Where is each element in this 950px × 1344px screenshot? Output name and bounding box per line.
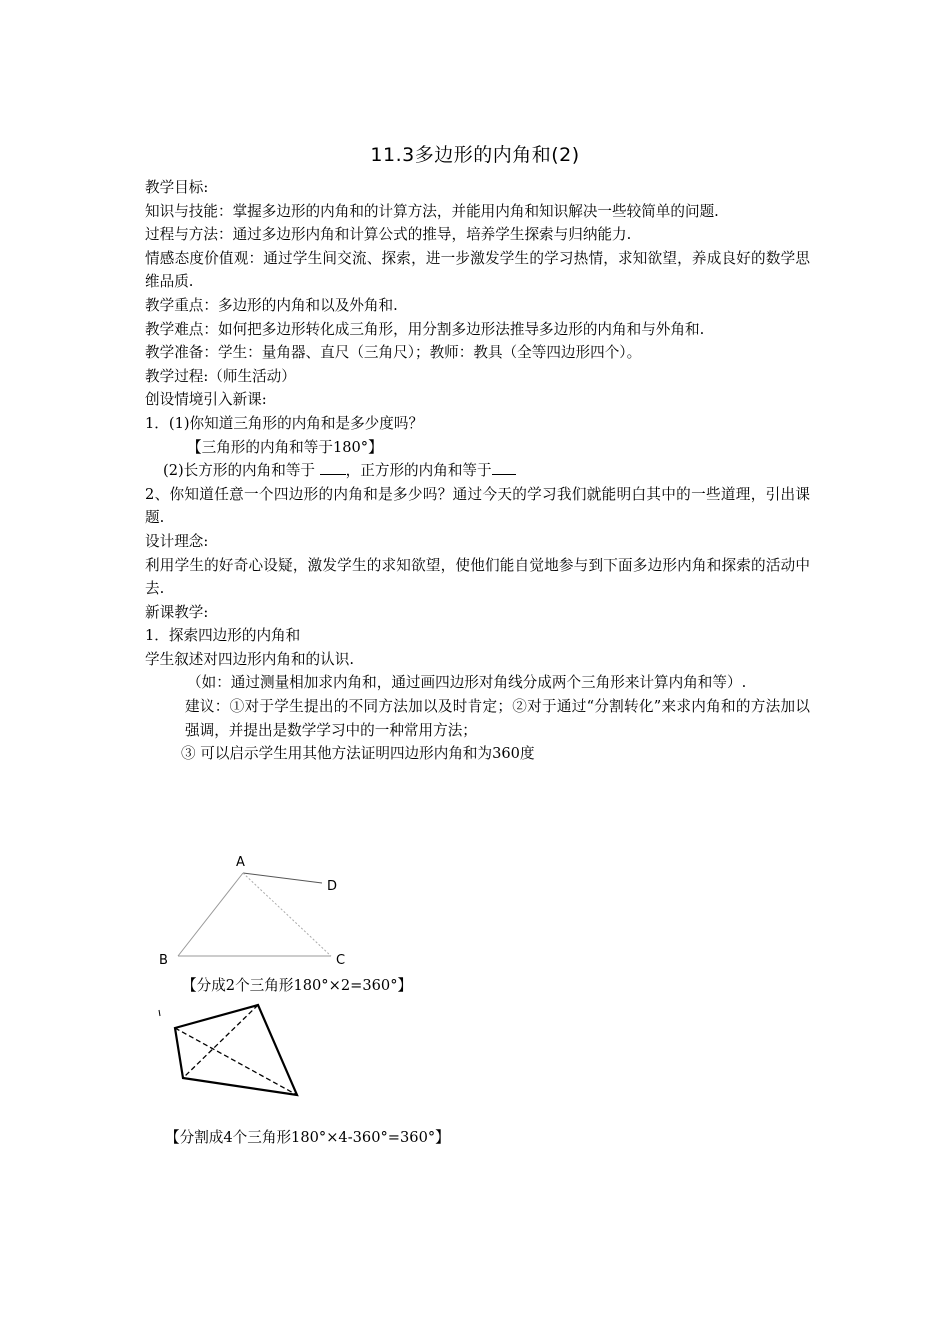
suggestion-1: 建议：①对于学生提出的不同方法加以及时肯定；②对于通过“分割转化”来求内角和的方法加以强调，并提出是数学学习中的一种常用方法；	[185, 698, 810, 739]
vertex-label-d: D	[327, 879, 338, 894]
figure-2-caption: 【分割成4个三角形180°×4-360°=360°】	[165, 1129, 450, 1146]
knowledge-skills: 知识与技能：掌握多边形的内角和的计算方法，并能用内角和知识解决一些较简单的问题.	[145, 202, 719, 220]
vertex-label-b: B	[159, 953, 168, 968]
new-lesson-1: 1．探索四边形的内角和	[145, 627, 301, 645]
rectangle-blank	[320, 460, 346, 475]
key-point: 教学重点：多边形的内角和以及外角和.	[145, 296, 398, 314]
preparation: 教学准备：学生：量角器、直尺（三角尺）；教师：教具（全等四边形四个）。	[145, 344, 642, 362]
process-heading: 教学过程:（师生活动）	[145, 367, 296, 385]
new-lesson-2: 学生叙述对四边形内角和的认识.	[145, 650, 354, 668]
difficulty: 教学难点：如何把多边形转化成三角形，用分割多边形法推导多边形的内角和与外角和.	[145, 320, 705, 338]
figure-1-caption: 【分成2个三角形180°×2=360°】	[182, 977, 413, 994]
square-blank	[492, 460, 516, 475]
question-2	[145, 459, 810, 483]
question-2-part-1: (2)长方形的内角和等于	[163, 462, 316, 480]
quadrilateral-four-triangles-figure	[155, 1002, 315, 1102]
diagonal-ac	[243, 873, 331, 956]
design-text: 利用学生的好奇心设疑，激发学生的求知欲望，使他们能自觉地参与到下面多边形内角和探索的活动中去.	[145, 556, 810, 598]
mark	[159, 1010, 160, 1016]
attitude-values: 情感态度价值观：通过学生间交流、探索，进一步激发学生的学习热情，求知欲望，养成良好的数学思维品质.	[145, 249, 810, 291]
side-ab	[178, 873, 243, 956]
quadrilateral-diagonal-figure	[145, 848, 365, 973]
vertex-label-c: C	[336, 953, 346, 968]
new-lesson-3: （如：通过测量相加求内角和，通过画四边形对角线分成两个三角形来计算内角和等）.	[187, 674, 747, 692]
document-body	[145, 176, 810, 766]
vertex-label-a: A	[236, 855, 245, 870]
new-lesson-heading: 新课教学:	[145, 603, 209, 621]
question-2-part-2: ，正方形的内角和等于	[345, 462, 492, 480]
quadrilateral-outline	[175, 1005, 297, 1095]
question-3: 2、你知道任意一个四边形的内角和是多少吗？通过今天的学习我们就能明白其中的一些道理，引出课题.	[145, 485, 810, 527]
question-1: 1．(1)你知道三角形的内角和是多少度吗？	[145, 414, 424, 432]
page-title: 11.3多边形的内角和(2)	[370, 144, 580, 166]
intro-heading: 创设情境引入新课:	[145, 391, 267, 409]
process-methods: 过程与方法：通过多边形内角和计算公式的推导，培养学生探索与归纳能力.	[145, 226, 632, 244]
goals-heading: 教学目标:	[145, 179, 209, 196]
answer-1: 【三角形的内角和等于180°】	[187, 438, 383, 456]
design-heading: 设计理念:	[145, 532, 209, 550]
suggestion-2: ③ 可以启示学生用其他方法证明四边形内角和为360度	[181, 745, 535, 763]
side-ad	[243, 873, 322, 883]
